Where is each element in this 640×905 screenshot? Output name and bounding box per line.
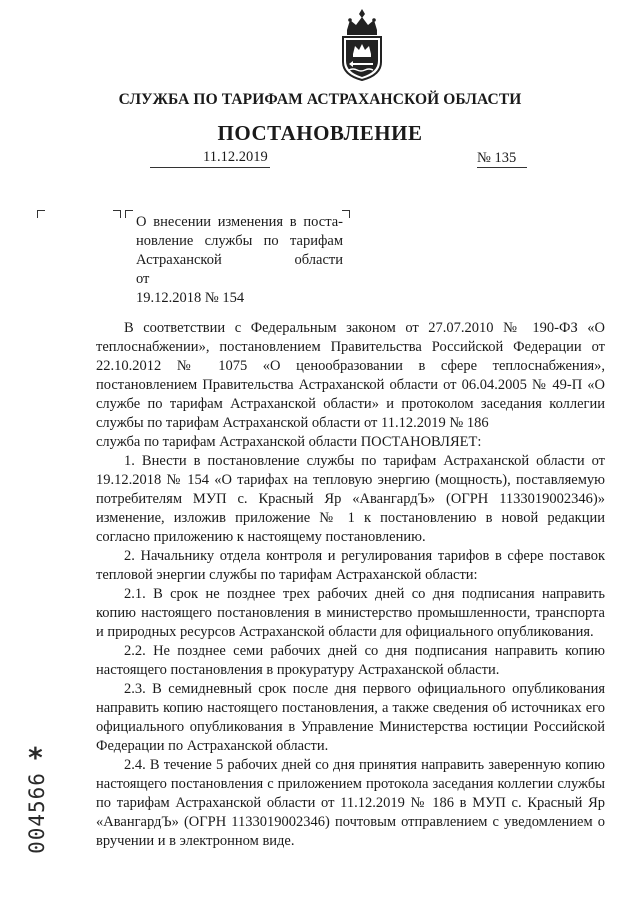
document-body (96, 319, 605, 851)
date-underline (150, 167, 270, 168)
subject-line: О внесении изменения в поста- (136, 214, 343, 230)
item-2: 2. Начальнику отдела контроля и регулирования тарифов в сфере поставок тепловой энергии службы по тарифам Астраханской области: (96, 548, 605, 583)
item-2-3: 2.3. В семидневный срок после дня первого официального опубликования направить копию настоящего постановления, а также сведения об источниках его официального опубликования в Управление Министерства юстиции Российской Федерации по Астраханской области. (96, 681, 605, 754)
document-subject (136, 213, 343, 308)
document-type: ПОСТАНОВЛЕНИЕ (217, 121, 423, 145)
subject-line: Астраханской области от (136, 252, 343, 287)
resolves-paragraph: служба по тарифам Астраханской области ПОСТАНОВЛЯЕТ: (96, 434, 482, 450)
coat-of-arms-icon (339, 8, 385, 82)
subject-line: 19.12.2018 № 154 (136, 290, 245, 306)
subject-line: новление службы по тарифам (136, 233, 343, 249)
corner-mark (113, 210, 121, 218)
item-2-4: 2.4. В течение 5 рабочих дней со дня принятия направить заверенную копию настоящего постановления с приложением протокола заседания коллегии службы по тарифам Астраханской области от 11.12.2019 № 186 в МУП с. Красный Яр «АвангардЪ» (ОГРН 1133019002346) почтовым отправлением с уведомлением о вручении и в электронном виде. (96, 757, 605, 849)
preamble-paragraph: В соответствии с Федеральным законом от 27.07.2010 № 190-ФЗ «О теплоснабжении», постановлением Правительства Российской Федерации от 22.10.2012 № 1075 «О ценообразовании в сфере теплоснабжения», постановлением Правительства Астраханской области от 06.04.2005 № 49-П «О службе по тарифам Астраханской области» и протоколом заседания коллегии службы по тарифам Астраханской области от 11.12.2019 № 186 (96, 320, 605, 431)
organization-name: СЛУЖБА ПО ТАРИФАМ АСТРАХАНСКОЙ ОБЛАСТИ (118, 91, 522, 108)
item-2-1: 2.1. В срок не позднее трех рабочих дней со дня подписания направить копию настоящего постановления в министерство промышленности, транспорта и природных ресурсов Астраханской области для официального опубликования. (96, 586, 605, 640)
document-date: 11.12.2019 (203, 149, 268, 165)
item-1: 1. Внести в постановление службы по тарифам Астраханской области от 19.12.2018 № 154 «О тарифах на тепловую энергию (мощность), поставляемую потребителям МУП с. Красный Яр «АвангардЪ» (ОГРН 1133019002346)» изменение, изложив приложение № 1 к постановлению в новой редакции согласно приложению к настоящему постановлению. (96, 453, 605, 545)
registration-stamp (22, 741, 52, 880)
corner-mark (37, 210, 45, 218)
corner-mark (342, 210, 350, 218)
item-2-2: 2.2. Не позднее семи рабочих дней со дня подписания направить копию настоящего постановления в прокуратуру Астраханской области. (96, 643, 605, 678)
number-underline (477, 167, 527, 168)
stamp-number: 004566 (25, 771, 49, 854)
stamp-mark: * (27, 741, 44, 774)
corner-mark (125, 210, 133, 218)
document-number: № 135 (477, 150, 517, 166)
